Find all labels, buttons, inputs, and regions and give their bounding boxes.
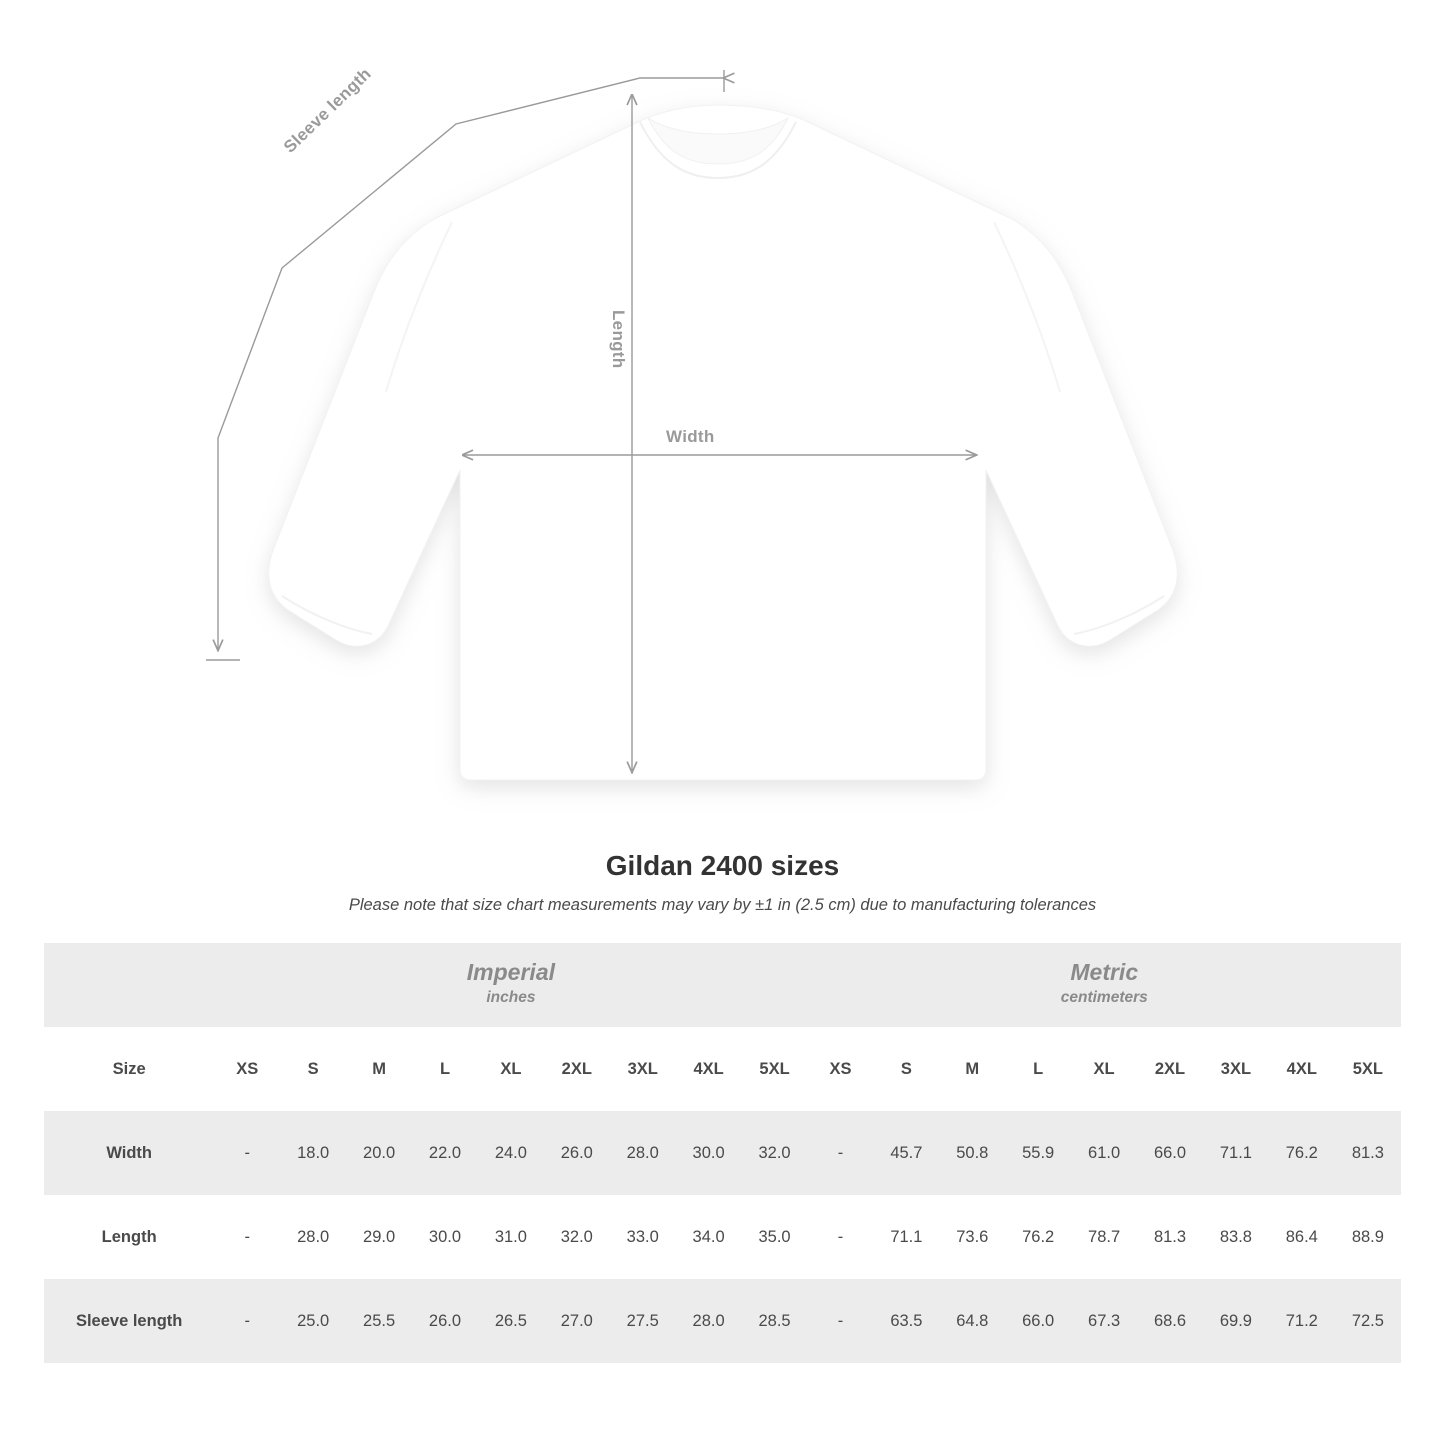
cell-width-3xl-in: 28.0: [610, 1111, 676, 1195]
cell-length-xs-in: -: [214, 1195, 280, 1279]
size-col-s-imperial: S: [280, 1027, 346, 1111]
shirt-silhouette: [269, 105, 1178, 780]
size-col-2xl-imperial: 2XL: [544, 1027, 610, 1111]
cell-width-2xl-in: 26.0: [544, 1111, 610, 1195]
cell-length-5xl-in: 35.0: [742, 1195, 808, 1279]
size-col-xs-metric: XS: [808, 1027, 874, 1111]
cell-width-5xl-cm: 81.3: [1335, 1111, 1401, 1195]
cell-length-xs-cm: -: [808, 1195, 874, 1279]
row-label-length: Length: [44, 1195, 214, 1279]
width-dimension-label: Width: [666, 427, 715, 446]
cell-length-xl-cm: 78.7: [1071, 1195, 1137, 1279]
cell-width-4xl-cm: 76.2: [1269, 1111, 1335, 1195]
table-row: [44, 1279, 1401, 1363]
cell-width-3xl-cm: 71.1: [1203, 1111, 1269, 1195]
cell-width-xs-cm: -: [808, 1111, 874, 1195]
cell-sleeve-l-cm: 66.0: [1005, 1279, 1071, 1363]
imperial-group-header: [214, 943, 807, 1027]
cell-width-l-cm: 55.9: [1005, 1111, 1071, 1195]
cell-sleeve-3xl-in: 27.5: [610, 1279, 676, 1363]
sleeve-length-dimension-label: Sleeve length: [280, 64, 375, 157]
unit-header-spacer: [44, 943, 214, 1027]
cell-width-l-in: 22.0: [412, 1111, 478, 1195]
row-label-width: Width: [44, 1111, 214, 1195]
imperial-unit: inches: [486, 988, 536, 1006]
cell-sleeve-s-in: 25.0: [280, 1279, 346, 1363]
size-col-2xl-metric: 2XL: [1137, 1027, 1203, 1111]
imperial-name: Imperial: [466, 959, 556, 986]
length-dimension-label: Length: [609, 310, 628, 369]
cell-width-s-in: 18.0: [280, 1111, 346, 1195]
cell-length-m-cm: 73.6: [939, 1195, 1005, 1279]
cell-length-3xl-cm: 83.8: [1203, 1195, 1269, 1279]
cell-sleeve-xl-cm: 67.3: [1071, 1279, 1137, 1363]
size-col-5xl-metric: 5XL: [1335, 1027, 1401, 1111]
size-col-3xl-metric: 3XL: [1203, 1027, 1269, 1111]
cell-sleeve-2xl-cm: 68.6: [1137, 1279, 1203, 1363]
tolerance-note: Please note that size chart measurements may vary by ±1 in (2.5 cm) due to manufacturing tolerances: [348, 896, 1097, 914]
metric-unit: centimeters: [1060, 988, 1148, 1006]
length-top-tick: [632, 78, 724, 96]
cell-length-s-in: 28.0: [280, 1195, 346, 1279]
cell-length-xl-in: 31.0: [478, 1195, 544, 1279]
cell-length-5xl-cm: 88.9: [1335, 1195, 1401, 1279]
size-table-wrapper: [44, 943, 1401, 1363]
cell-sleeve-l-in: 26.0: [412, 1279, 478, 1363]
cell-sleeve-m-cm: 64.8: [939, 1279, 1005, 1363]
cell-width-4xl-in: 30.0: [676, 1111, 742, 1195]
cell-length-4xl-cm: 86.4: [1269, 1195, 1335, 1279]
cell-width-m-in: 20.0: [346, 1111, 412, 1195]
cell-width-5xl-in: 32.0: [742, 1111, 808, 1195]
size-col-5xl-imperial: 5XL: [742, 1027, 808, 1111]
unit-header-row: [44, 943, 1401, 1027]
title-block: [0, 850, 1445, 915]
metric-name: Metric: [1070, 959, 1139, 986]
cell-sleeve-xs-cm: -: [808, 1279, 874, 1363]
cell-length-2xl-in: 32.0: [544, 1195, 610, 1279]
cell-length-2xl-cm: 81.3: [1137, 1195, 1203, 1279]
size-col-m-imperial: M: [346, 1027, 412, 1111]
size-table: [44, 943, 1401, 1363]
cell-sleeve-3xl-cm: 69.9: [1203, 1279, 1269, 1363]
row-label-sleeve-length: Sleeve length: [44, 1279, 214, 1363]
size-header-row: [44, 1027, 1401, 1111]
size-col-m-metric: M: [939, 1027, 1005, 1111]
cell-sleeve-4xl-cm: 71.2: [1269, 1279, 1335, 1363]
page-title: Gildan 2400 sizes: [605, 850, 840, 881]
cell-width-2xl-cm: 66.0: [1137, 1111, 1203, 1195]
cell-length-3xl-in: 33.0: [610, 1195, 676, 1279]
cell-width-xs-in: -: [214, 1111, 280, 1195]
cell-sleeve-xs-in: -: [214, 1279, 280, 1363]
size-col-xs-imperial: XS: [214, 1027, 280, 1111]
cell-sleeve-5xl-in: 28.5: [742, 1279, 808, 1363]
cell-sleeve-5xl-cm: 72.5: [1335, 1279, 1401, 1363]
size-col-xl-metric: XL: [1071, 1027, 1137, 1111]
cell-length-l-in: 30.0: [412, 1195, 478, 1279]
cell-width-xl-cm: 61.0: [1071, 1111, 1137, 1195]
table-row: [44, 1195, 1401, 1279]
cell-width-s-cm: 45.7: [873, 1111, 939, 1195]
cell-sleeve-xl-in: 26.5: [478, 1279, 544, 1363]
cell-sleeve-2xl-in: 27.0: [544, 1279, 610, 1363]
size-col-4xl-metric: 4XL: [1269, 1027, 1335, 1111]
size-col-xl-imperial: XL: [478, 1027, 544, 1111]
size-col-4xl-imperial: 4XL: [676, 1027, 742, 1111]
cell-length-m-in: 29.0: [346, 1195, 412, 1279]
cell-width-m-cm: 50.8: [939, 1111, 1005, 1195]
cell-sleeve-4xl-in: 28.0: [676, 1279, 742, 1363]
table-row: [44, 1111, 1401, 1195]
cell-sleeve-s-cm: 63.5: [873, 1279, 939, 1363]
size-col-l-metric: L: [1005, 1027, 1071, 1111]
metric-group-header: [808, 943, 1401, 1027]
size-col-3xl-imperial: 3XL: [610, 1027, 676, 1111]
cell-length-s-cm: 71.1: [873, 1195, 939, 1279]
cell-length-4xl-in: 34.0: [676, 1195, 742, 1279]
cell-length-l-cm: 76.2: [1005, 1195, 1071, 1279]
size-header-label: Size: [44, 1027, 214, 1111]
cell-sleeve-m-in: 25.5: [346, 1279, 412, 1363]
cell-width-xl-in: 24.0: [478, 1111, 544, 1195]
size-col-s-metric: S: [873, 1027, 939, 1111]
size-col-l-imperial: L: [412, 1027, 478, 1111]
